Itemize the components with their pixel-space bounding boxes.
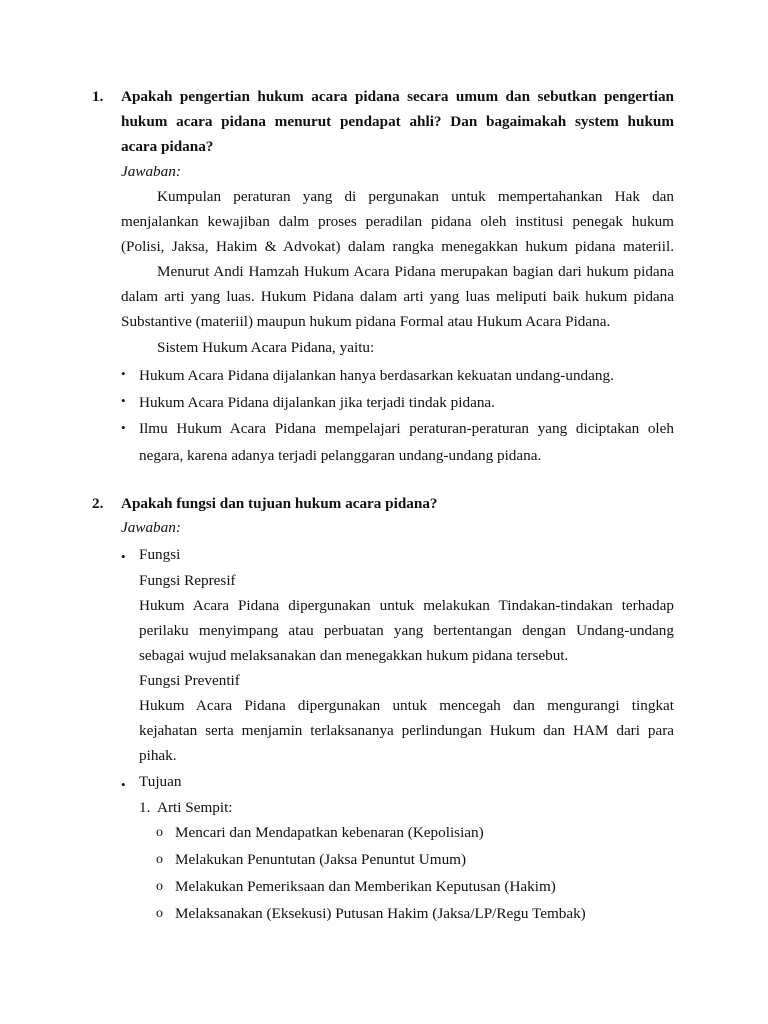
question-1-line-2: hukum acara pidana menurut pendapat ahli? Dan bagaimakah system hukum	[121, 113, 674, 130]
answer-1-bullet-3	[139, 415, 674, 469]
question-1-line-1: Apakah pengertian hukum acara pidana secara umum dan sebutkan pengertian	[121, 88, 674, 105]
fungsi-label: Fungsi	[139, 546, 181, 563]
bullet-icon: •	[121, 420, 126, 435]
represif-line-2: perilaku menyimpang atau perbuatan yang bertentangan dengan Undang-undang	[139, 622, 674, 640]
answer-1-paragraph-3: Sistem Hukum Acara Pidana, yaitu:	[157, 339, 375, 356]
answer-1-p2-line-3: Substantive (materiil) maupun hukum pidana Formal atau Hukum Acara Pidana.	[121, 313, 611, 331]
answer-1-bullet-1: Hukum Acara Pidana dijalankan hanya berdasarkan kekuatan undang-undang.	[139, 367, 614, 384]
bullet-icon: •	[121, 777, 126, 792]
question-2-number: 2.	[92, 495, 104, 512]
preventif-line-2: kejahatan serta menjamin terlaksananya perlindungan Hukum dan HAM dari para	[139, 722, 674, 740]
arti-sempit-item-3: Melakukan Pemeriksaan dan Memberikan Keputusan (Hakim)	[175, 878, 556, 895]
fungsi-represif-title: Fungsi Represif	[139, 572, 236, 589]
fungsi-represif-text	[139, 593, 674, 669]
answer-1-bullet-2: Hukum Acara Pidana dijalankan jika terjadi tindak pidana.	[139, 394, 495, 411]
circle-bullet-icon: o	[156, 852, 163, 867]
answer-1-p1-line-2: menjalankan kewajiban dalm proses peradilan pidana oleh institusi penegak hukum	[121, 213, 674, 231]
bullet-icon: •	[121, 366, 126, 381]
preventif-line-1: Hukum Acara Pidana dipergunakan untuk mencegah dan mengurangi tingkat	[139, 697, 674, 714]
fungsi-preventif-text	[139, 693, 674, 769]
answer-1-paragraph-1	[121, 184, 674, 260]
answer-1-p1-line-3: (Polisi, Jaksa, Hakim & Advokat) dalam rangka menegakkan hukum pidana materiil.	[121, 238, 674, 256]
answer-1-p2-line-2: dalam arti yang luas. Hukum Pidana dalam arti yang luas meliputi baik hukum pidana	[121, 288, 674, 306]
question-1-number: 1.	[92, 88, 104, 105]
question-1-line-3: acara pidana?	[121, 138, 214, 155]
question-2-answer-label: Jawaban:	[121, 519, 181, 536]
fungsi-preventif-title: Fungsi Preventif	[139, 672, 240, 689]
question-1-text	[121, 84, 674, 159]
represif-line-1: Hukum Acara Pidana dipergunakan untuk melakukan Tindakan-tindakan terhadap	[139, 597, 674, 614]
bullet-icon: •	[121, 549, 126, 564]
question-1-answer-label: Jawaban:	[121, 163, 181, 180]
preventif-line-3: pihak.	[139, 747, 177, 765]
tujuan-label: Tujuan	[139, 773, 182, 790]
arti-sempit-item-2: Melakukan Penuntutan (Jaksa Penuntut Umum)	[175, 851, 467, 868]
arti-sempit-item-1: Mencari dan Mendapatkan kebenaran (Kepolisian)	[175, 824, 484, 841]
answer-1-paragraph-2	[121, 259, 674, 335]
arti-sempit-label: Arti Sempit:	[157, 799, 233, 816]
represif-line-3: sebagai wujud melaksanakan dan menegakkan hukum pidana tersebut.	[139, 647, 569, 665]
answer-1-p1-line-1: Kumpulan peraturan yang di pergunakan untuk mempertahankan Hak dan	[157, 188, 674, 205]
circle-bullet-icon: o	[156, 879, 163, 894]
arti-sempit-number: 1.	[139, 799, 151, 816]
circle-bullet-icon: o	[156, 906, 163, 921]
answer-1-bullet-3-line-2: negara, karena adanya terjadi pelanggaran undang-undang pidana.	[139, 447, 542, 464]
bullet-icon: •	[121, 393, 126, 408]
circle-bullet-icon: o	[156, 825, 163, 840]
answer-1-p2-line-1: Menurut Andi Hamzah Hukum Acara Pidana merupakan bagian dari hukum pidana	[157, 263, 674, 280]
answer-1-bullet-3-line-1: Ilmu Hukum Acara Pidana mempelajari peraturan-peraturan yang diciptakan oleh	[139, 420, 674, 437]
question-2-text: Apakah fungsi dan tujuan hukum acara pidana?	[121, 495, 438, 512]
arti-sempit-item-4: Melaksanakan (Eksekusi) Putusan Hakim (Jaksa/LP/Regu Tembak)	[175, 905, 586, 922]
